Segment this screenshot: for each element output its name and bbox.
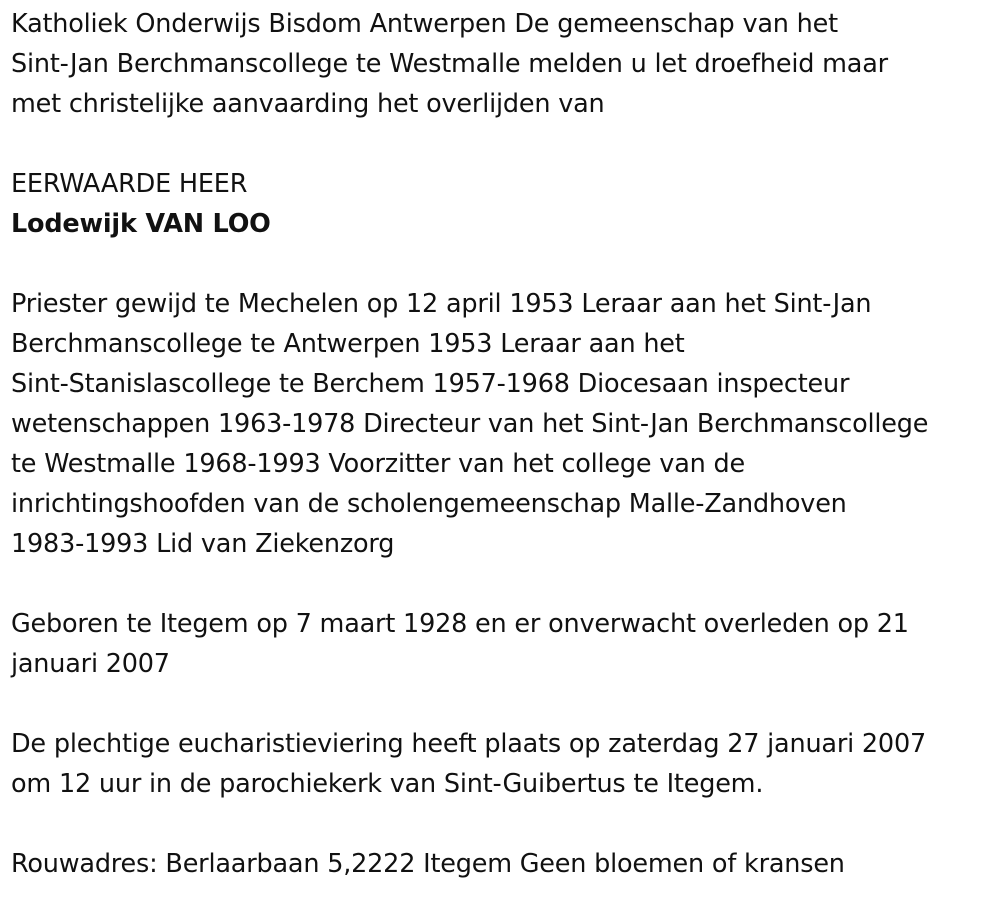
career-line: 1983-1993 Lid van Ziekenzorg <box>11 529 395 559</box>
paragraph-gap <box>11 804 996 844</box>
ceremony-paragraph <box>11 724 996 804</box>
birth-death-line: januari 2007 <box>11 649 170 679</box>
career-line: Priester gewijd te Mechelen op 12 april 1953 Leraar aan het Sint-Jan <box>11 289 872 319</box>
footer-line: Rouwadres: Berlaarbaan 5,2222 Itegem Geen bloemen of kransen <box>11 849 845 879</box>
intro-line: Sint-Jan Berchmanscollege te Westmalle melden u let droefheid maar <box>11 49 888 79</box>
paragraph-gap <box>11 244 996 284</box>
paragraph-gap <box>11 564 996 604</box>
ceremony-line: om 12 uur in de parochiekerk van Sint-Guibertus te Itegem. <box>11 769 764 799</box>
paragraph-gap <box>11 684 996 724</box>
career-line: inrichtingshoofden van de scholengemeenschap Malle-Zandhoven <box>11 489 847 519</box>
ceremony-line: De plechtige eucharistieviering heeft plaats op zaterdag 27 januari 2007 <box>11 729 927 759</box>
footer-paragraph <box>11 844 996 884</box>
career-line: te Westmalle 1968-1993 Voorzitter van het college van de <box>11 449 745 479</box>
obituary-document <box>11 4 996 884</box>
paragraph-gap <box>11 124 996 164</box>
birth-death-paragraph <box>11 604 996 684</box>
intro-paragraph <box>11 4 996 124</box>
career-line: wetenschappen 1963-1978 Directeur van het Sint-Jan Berchmanscollege <box>11 409 929 439</box>
career-line: Berchmanscollege te Antwerpen 1953 Leraar aan het <box>11 329 685 359</box>
deceased-title: EERWAARDE HEER <box>11 169 248 199</box>
career-line: Sint-Stanislascollege te Berchem 1957-1968 Diocesaan inspecteur <box>11 369 850 399</box>
deceased-name: Lodewijk VAN LOO <box>11 209 271 239</box>
birth-death-line: Geboren te Itegem op 7 maart 1928 en er onverwacht overleden op 21 <box>11 609 909 639</box>
intro-line: met christelijke aanvaarding het overlijden van <box>11 89 605 119</box>
intro-line: Katholiek Onderwijs Bisdom Antwerpen De gemeenschap van het <box>11 9 838 39</box>
career-paragraph <box>11 284 996 564</box>
